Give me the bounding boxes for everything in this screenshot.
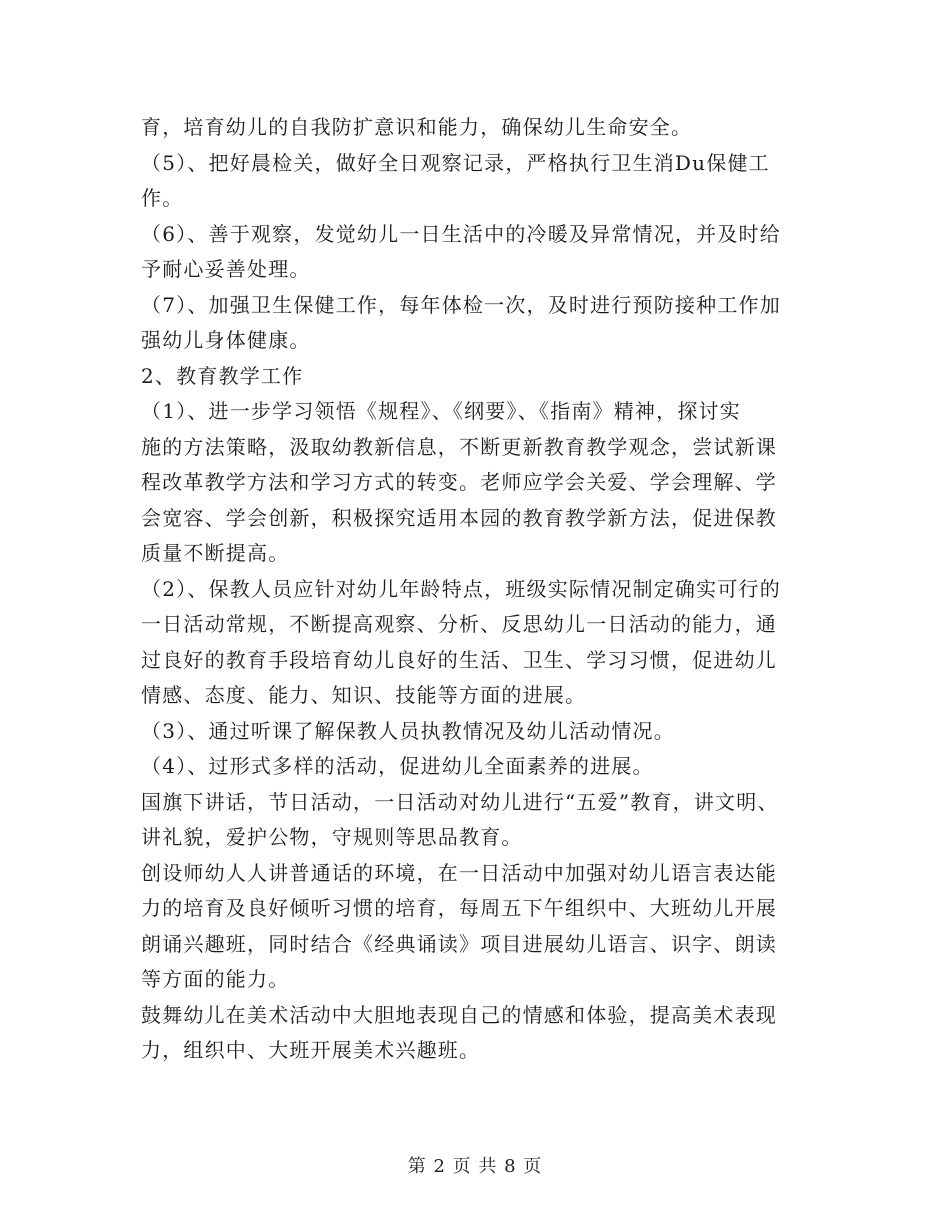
text-line: 作。 <box>141 186 184 210</box>
text-line: 力，组织中、大班开展美术兴趣班。 <box>141 1038 481 1062</box>
text-line: 鼓舞幼儿在美术活动中大胆地表现自己的情感和体验，提高美术表现 <box>141 1002 777 1027</box>
text-line: 创设师幼人人讲普通话的环境，在一日活动中加强对幼儿语言表达能 <box>141 860 777 885</box>
body-text <box>141 110 821 1069</box>
text-line: （2）、保教人员应针对幼儿年龄特点，班级实际情况制定确实可行的 <box>141 576 781 601</box>
text-line: 予耐心妥善处理。 <box>141 257 311 281</box>
text-line: （3）、通过听课了解保教人员执教情况及幼儿活动情况。 <box>141 718 675 743</box>
text-line: 程改革教学方法和学习方式的转变。老师应学会关爱、学会理解、学 <box>141 470 777 494</box>
text-line: （7）、加强卫生保健工作，每年体检一次，及时进行预防接种工作加 <box>141 292 781 317</box>
text-line: 国旗下讲话，节日活动，一日活动对幼儿进行“五爱”教育，讲文明、 <box>141 789 779 814</box>
text-line: （6）、善于观察，发觉幼儿一日生活中的冷暖及异常情况，并及时给 <box>141 221 781 246</box>
page-number-footer: 第 2 页 共 8 页 <box>407 1156 543 1177</box>
text-line: 强幼儿身体健康。 <box>141 328 311 352</box>
text-line: 朗诵兴趣班，同时结合《经典诵读》项目进展幼儿语言、识字、朗读 <box>141 931 777 956</box>
text-line: （1）、进一步学习领悟《规程》、《纲要》、《指南》精神，探讨实 <box>141 399 741 423</box>
text-line: （4）、过形式多样的活动，促进幼儿全面素养的进展。 <box>141 754 654 778</box>
text-line: 情感、态度、能力、知识、技能等方面的进展。 <box>141 683 587 707</box>
text-line: 力的培育及良好倾听习惯的培育，每周五下午组织中、大班幼儿开展 <box>141 896 777 920</box>
text-line: 过良好的教育手段培育幼儿良好的生活、卫生、学习习惯，促进幼儿 <box>141 647 777 672</box>
text-line: 讲礼貌，爱护公物，守规则等思品教育。 <box>141 825 523 849</box>
section-heading: 2、教育教学工作 <box>141 363 304 388</box>
text-line: 育，培育幼儿的自我防扩意识和能力，确保幼儿生命安全。 <box>141 115 693 139</box>
text-line: 等方面的能力。 <box>141 967 290 991</box>
text-line: 施的方法策略，汲取幼教新信息，不断更新教育教学观念，尝试新课 <box>141 434 777 459</box>
text-line: 一日活动常规，不断提高观察、分析、反思幼儿一日活动的能力，通 <box>141 612 777 636</box>
text-line: 质量不断提高。 <box>141 541 290 565</box>
text-line: （5）、把好晨检关，做好全日观察记录，严格执行卫生消Du保健工 <box>141 150 770 175</box>
text-line: 会宽容、学会创新，积极探究适用本园的教育教学新方法，促进保教 <box>141 505 777 530</box>
